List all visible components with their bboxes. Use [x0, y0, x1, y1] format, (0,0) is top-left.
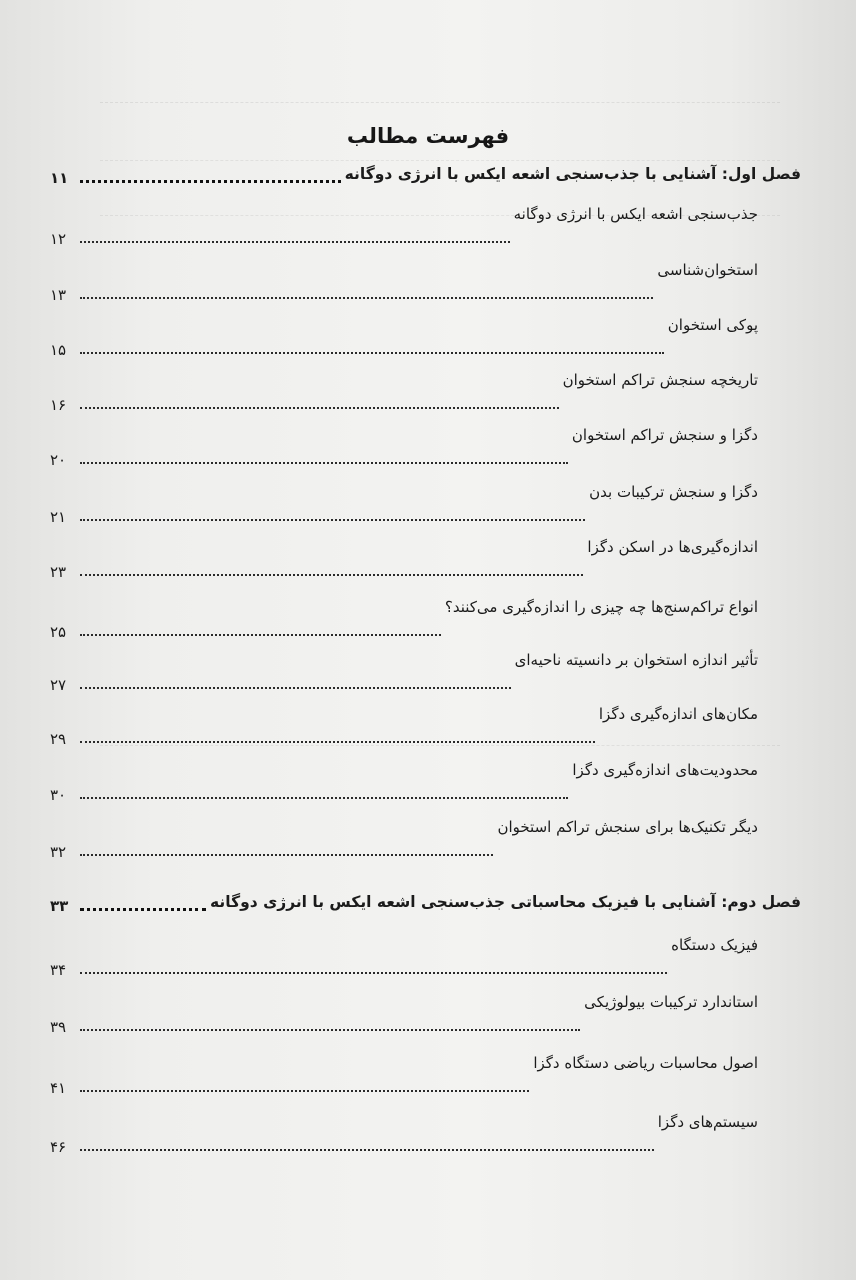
toc-entry-label: تاریخچه سنجش تراکم استخوان — [562, 371, 758, 389]
page-title: فهرست مطالب — [346, 124, 510, 148]
toc-entry-label: انواع تراکم‌سنج‌ها چه چیزی را اندازه‌گیری می‌کنند؟ — [444, 598, 758, 616]
toc-page-number: ۱۵ — [50, 341, 67, 359]
toc-entry-label: فصل اول: آشنایی با جذب‌سنجی اشعه ایکس با انرژی دوگانه — [344, 165, 801, 183]
toc-entry-label: اندازه‌گیری‌ها در اسکن دگزا — [587, 538, 758, 556]
toc-entry — [0, 1054, 856, 1114]
dot-leader — [80, 574, 583, 576]
toc-page-number: ۲۱ — [50, 508, 67, 526]
dot-leader — [80, 407, 559, 409]
dot-leader — [80, 519, 585, 521]
toc-page-number: ۱۱ — [50, 169, 69, 187]
toc-entry — [0, 761, 856, 821]
toc-page-number: ۳۴ — [50, 961, 67, 979]
toc-entry-label: محدودیت‌های اندازه‌گیری دگزا — [572, 761, 758, 779]
toc-entry — [0, 261, 856, 321]
toc-page-number: ۱۲ — [50, 230, 67, 248]
toc-entry — [0, 426, 856, 486]
toc-entry-label: دگزا و سنجش تراکم استخوان — [571, 426, 758, 444]
toc-entry — [0, 651, 856, 711]
toc-entry — [0, 1113, 856, 1173]
toc-entry-label: فصل دوم: آشنایی با فیزیک محاسباتی جذب‌سنجی اشعه ایکس با انرژی دوگانه — [210, 893, 801, 911]
toc-page-number: ۱۳ — [50, 286, 67, 304]
toc-page-number: ۲۰ — [50, 451, 67, 469]
toc-entry-label: تأثیر اندازه استخوان بر دانسیته ناحیه‌ای — [514, 651, 758, 669]
toc-entry — [0, 598, 856, 658]
dot-leader — [80, 1149, 654, 1151]
toc-entry — [0, 483, 856, 543]
toc-entry-label: پوکی استخوان — [667, 316, 758, 334]
dot-leader — [80, 908, 206, 911]
toc-entry — [0, 538, 856, 598]
toc-entry-label: مکان‌های اندازه‌گیری دگزا — [598, 705, 758, 723]
toc-page-number: ۲۷ — [50, 676, 67, 694]
toc-entry-label: دگزا و سنجش ترکیبات بدن — [589, 483, 758, 501]
toc-page-number: ۲۵ — [50, 623, 67, 641]
dot-leader — [80, 634, 441, 636]
dot-leader — [80, 741, 595, 743]
toc-entry — [0, 936, 856, 996]
toc-page-number: ۳۳ — [50, 897, 69, 915]
toc-entry-label: فیزیک دستگاه — [671, 936, 758, 954]
dot-leader — [80, 297, 653, 299]
bleed-through-line — [100, 150, 780, 161]
toc-page-number: ۴۶ — [50, 1138, 67, 1156]
toc-entry — [0, 705, 856, 765]
toc-page-number: ۴۱ — [50, 1079, 67, 1097]
toc-page-number: ۱۶ — [50, 396, 67, 414]
dot-leader — [80, 180, 341, 183]
toc-entry — [0, 316, 856, 376]
toc-entry — [0, 205, 856, 265]
toc-entry-label: استاندارد ترکیبات بیولوژیکی — [584, 993, 758, 1011]
toc-page-number: ۳۰ — [50, 786, 67, 804]
toc-entry-label: دیگر تکنیک‌ها برای سنجش تراکم استخوان — [497, 818, 758, 836]
toc-page-number: ۲۳ — [50, 563, 67, 581]
dot-leader — [80, 854, 493, 856]
toc-entry-label: سیستم‌های دگزا — [657, 1113, 758, 1131]
toc-entry-label: اصول محاسبات ریاضی دستگاه دگزا — [533, 1054, 758, 1072]
dot-leader — [80, 462, 568, 464]
toc-page-number: ۲۹ — [50, 730, 67, 748]
toc-entry — [0, 993, 856, 1053]
dot-leader — [80, 1029, 580, 1031]
dot-leader — [80, 352, 664, 354]
toc-page-number: ۳۲ — [50, 843, 67, 861]
toc-entry — [0, 818, 856, 878]
dot-leader — [80, 797, 568, 799]
toc-page-number: ۳۹ — [50, 1018, 67, 1036]
dot-leader — [80, 687, 511, 689]
toc-entry-label: استخوان‌شناسی — [657, 261, 758, 279]
toc-entry — [0, 371, 856, 431]
dot-leader — [80, 1090, 529, 1092]
dot-leader — [80, 241, 510, 243]
bleed-through-line — [100, 92, 780, 103]
dot-leader — [80, 972, 667, 974]
toc-entry-label: جذب‌سنجی اشعه ایکس با انرژی دوگانه — [513, 205, 758, 223]
